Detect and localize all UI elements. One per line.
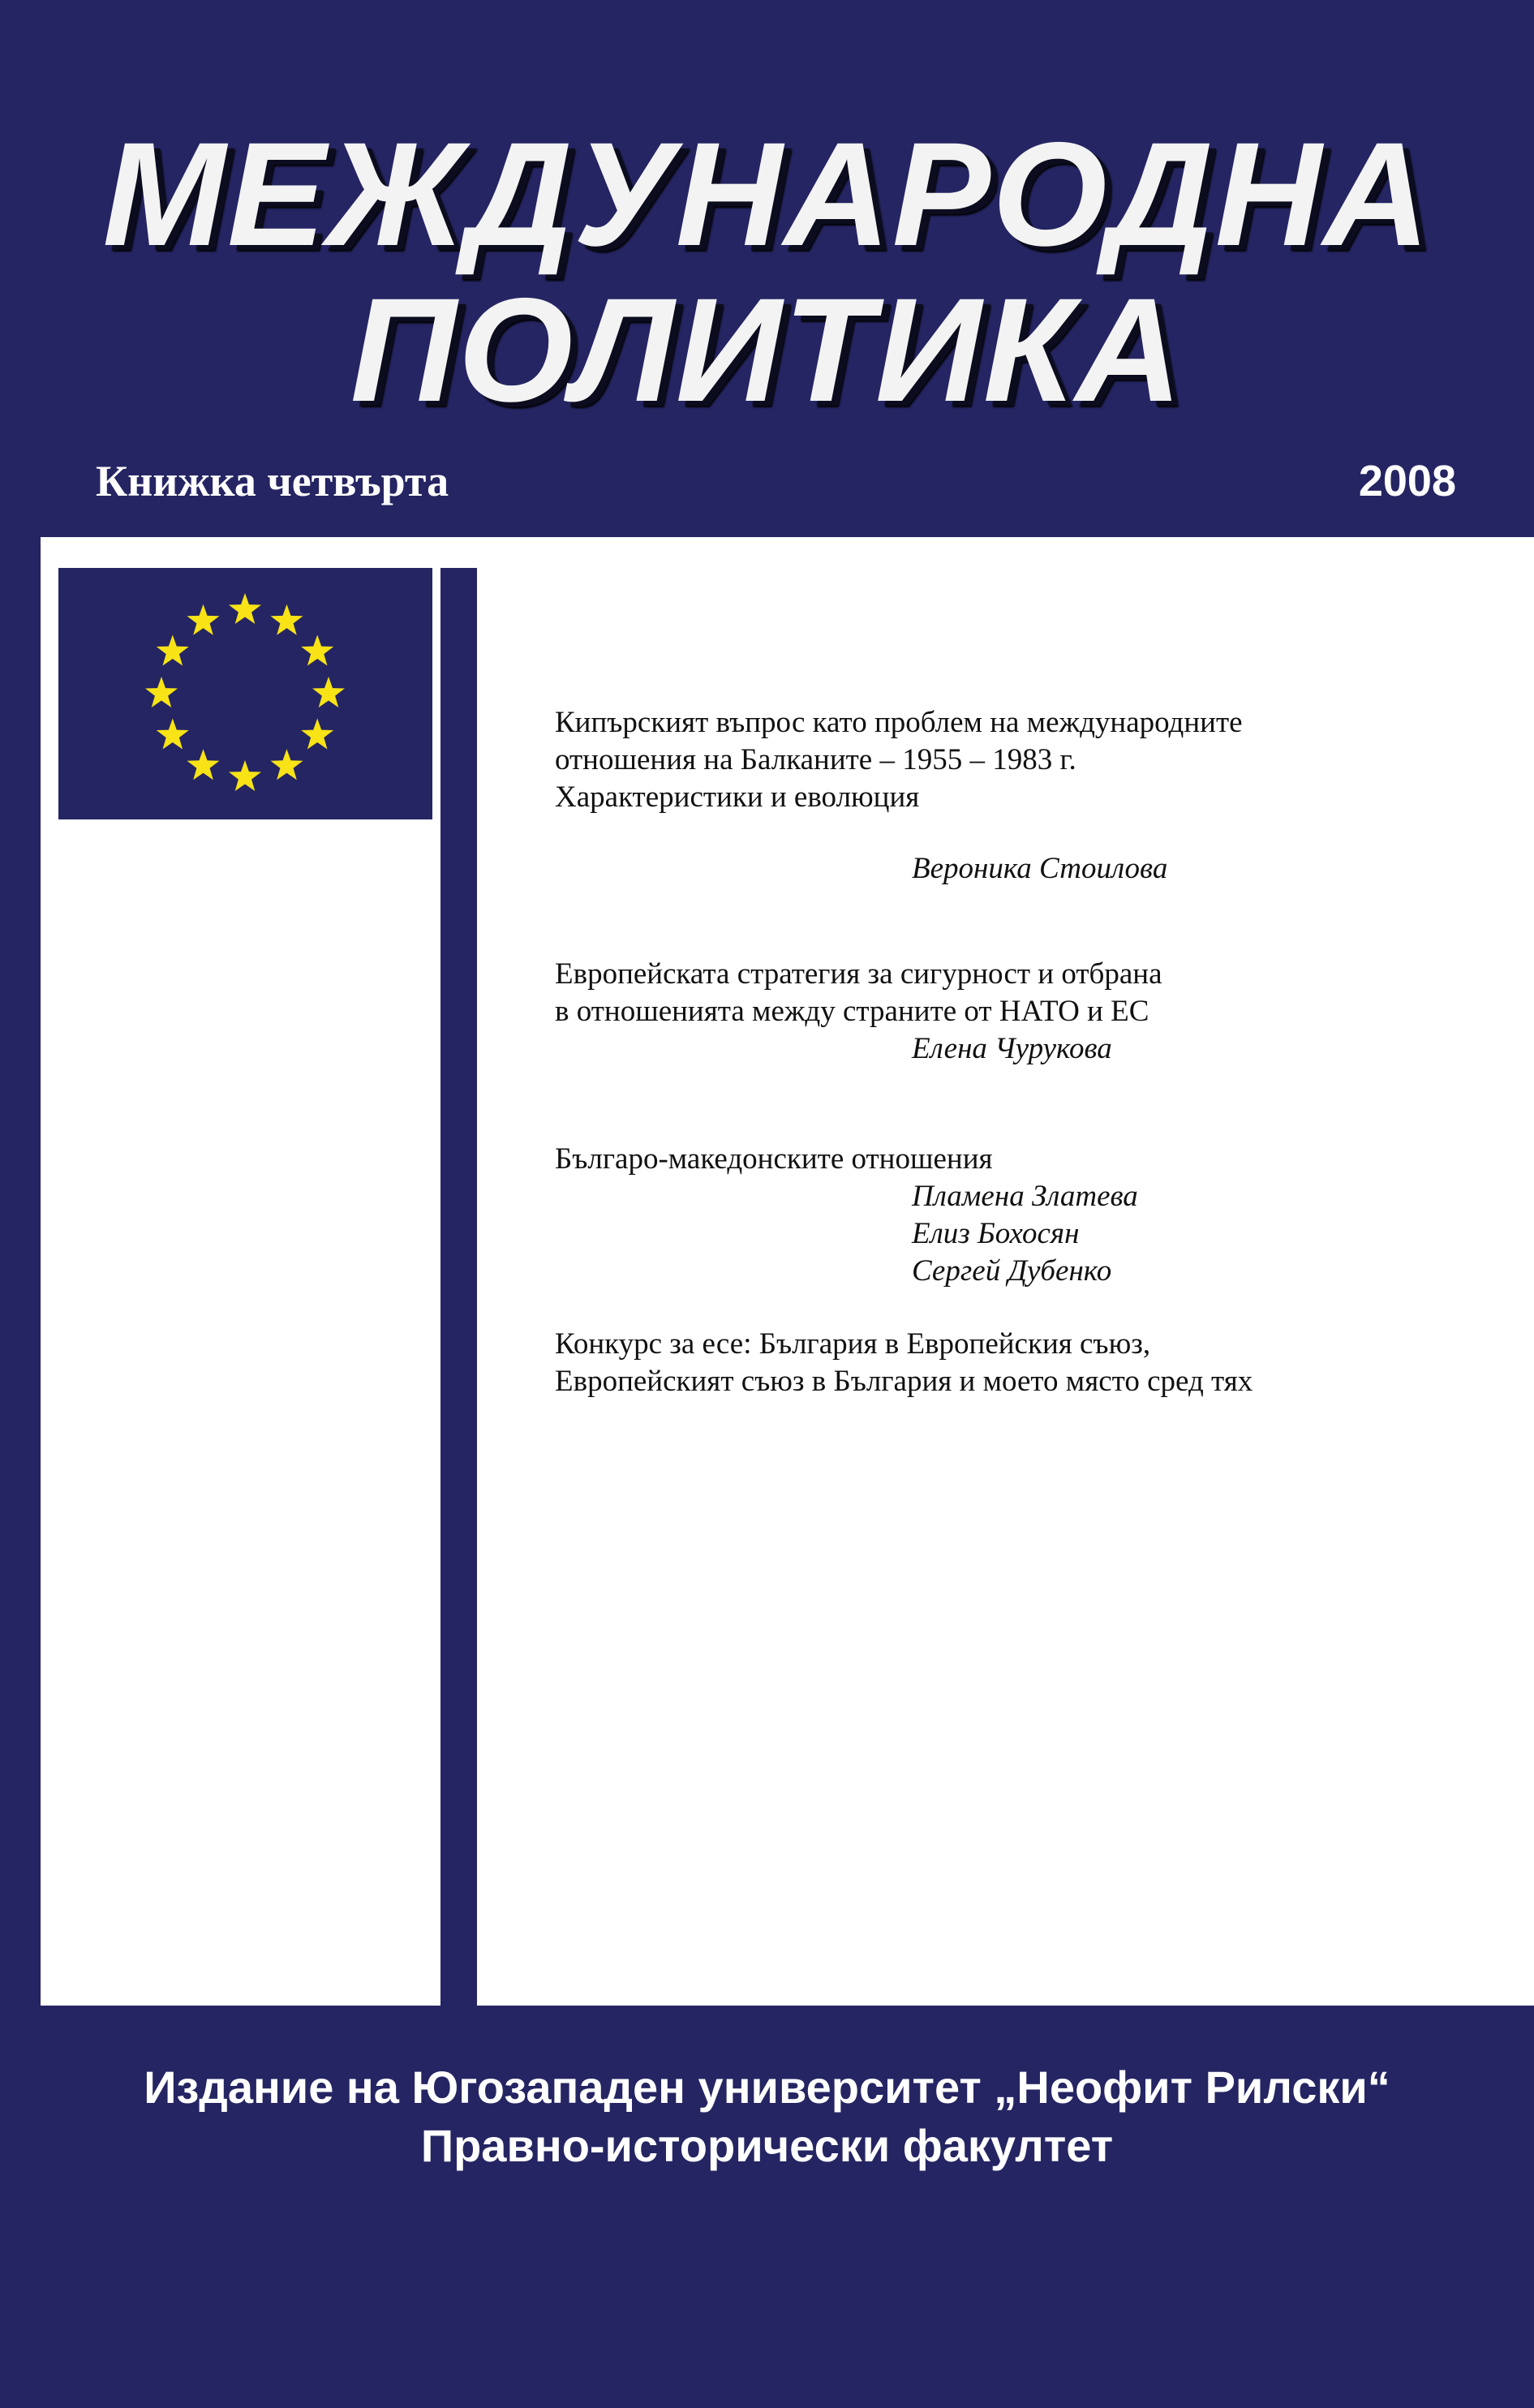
- star-icon: [301, 719, 333, 750]
- eu-flag-icon: [58, 568, 432, 819]
- year-label: 2008: [1358, 457, 1456, 505]
- star-icon: [312, 677, 345, 707]
- star-icon: [271, 604, 303, 635]
- star-icon: [301, 635, 333, 666]
- star-icon: [145, 677, 178, 707]
- entry-author: Сергей Дубенко: [912, 1254, 1112, 1288]
- entry-author: Пламена Златева: [912, 1180, 1138, 1213]
- entry-title: Европейската стратегия за сигурност и отбрана в отношенията между страните от НАТО и ЕС: [555, 957, 1162, 1028]
- title-line-2: ПОЛИТИКА: [350, 267, 1184, 432]
- eu-flag-stars: [58, 568, 432, 819]
- contents-entry-3: [555, 1141, 1488, 1290]
- entry-author: Елиз Бохосян: [912, 1217, 1080, 1250]
- star-icon: [229, 593, 261, 624]
- title-line-1: МЕЖДУНАРОДНА: [102, 111, 1432, 277]
- star-icon: [271, 749, 303, 780]
- star-icon: [187, 749, 220, 780]
- star-icon: [157, 719, 189, 750]
- entry-title: Кипърският въпрос като проблем на международните отношения на Балканите – 1955 – 1983 г. Характеристики и еволюция: [555, 706, 1243, 814]
- table-of-contents: [555, 704, 1488, 1400]
- faculty-line: Правно-исторически факултет: [420, 2120, 1114, 2171]
- star-icon: [229, 760, 261, 791]
- entry-author: Елена Чурукова: [912, 1032, 1112, 1065]
- contents-entry-2: [555, 956, 1488, 1068]
- issue-label: Книжка четвърта: [96, 457, 449, 505]
- star-icon: [187, 604, 220, 635]
- contents-entry-1: [555, 704, 1488, 888]
- entry-author: Вероника Стоилова: [912, 852, 1168, 885]
- star-icon: [157, 635, 189, 666]
- publisher-line: Издание на Югозападен университет „Неофит Рилски“: [144, 2062, 1390, 2113]
- entry-title: Конкурс за есе: България в Европейския съюз, Европейският съюз в България и моето място сред тях: [555, 1327, 1253, 1398]
- entry-title: Българо-македонските отношения: [555, 1142, 993, 1176]
- contents-entry-4: [555, 1326, 1488, 1400]
